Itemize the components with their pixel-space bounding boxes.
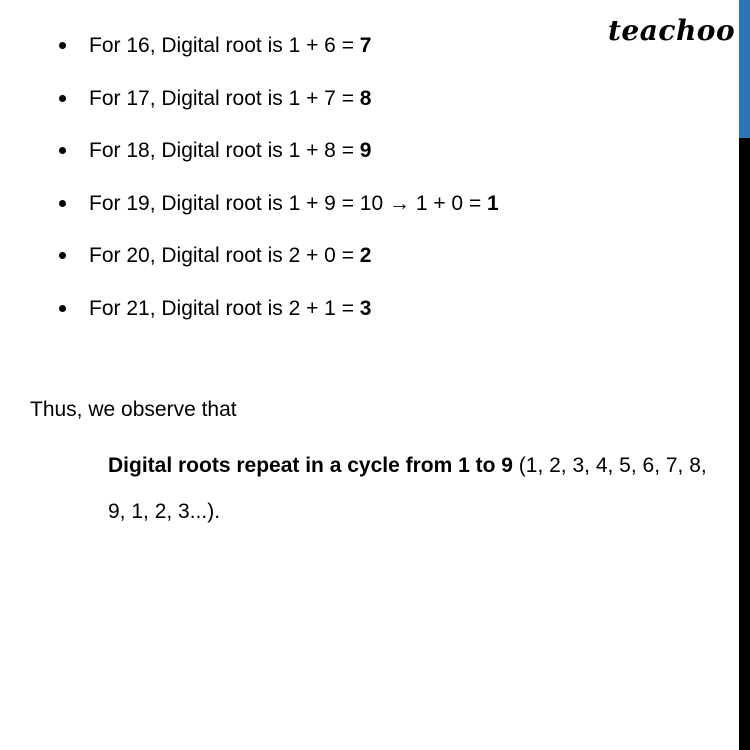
bullet-result: 2 [359, 244, 372, 267]
bullet-result: 1 [487, 191, 499, 215]
bullet-icon [59, 200, 66, 207]
teachoo-logo: teachoo [608, 14, 736, 47]
bullet-text: For 18, Digital root is 1 + 8 = [89, 139, 360, 162]
list-item [0, 188, 730, 241]
bullet-result: 3 [359, 296, 372, 320]
digital-root-list [0, 30, 730, 345]
list-item [0, 135, 730, 188]
list-item [0, 83, 730, 136]
bullet-icon [59, 147, 66, 154]
list-item [0, 30, 730, 83]
list-item [0, 240, 730, 293]
bullet-result: 9 [359, 139, 372, 162]
bullet-text: For 16, Digital root is 1 + 6 = [89, 34, 360, 57]
bullet-icon [59, 95, 66, 102]
bullet-result: 8 [359, 86, 372, 110]
bullet-text: For 19, Digital root is 1 + 9 = 10 → 1 + 0 = [89, 191, 488, 215]
bullet-result: 7 [359, 34, 372, 57]
bullet-icon [59, 42, 66, 49]
bullet-text: For 20, Digital root is 2 + 0 = [89, 244, 360, 267]
bullet-icon [59, 305, 66, 312]
bullet-icon [59, 252, 66, 259]
conclusion-paragraph [108, 443, 728, 535]
list-item [0, 293, 730, 346]
observation-text: Thus, we observe that [30, 398, 237, 421]
conclusion-rest: (1, 2, 3, 4, 5, 6, 7, 8, 9, 1, 2, 3...). [108, 454, 707, 523]
bullet-text: For 17, Digital root is 1 + 7 = [89, 86, 360, 110]
bullet-text: For 21, Digital root is 2 + 1 = [89, 296, 360, 320]
side-accent-bar-black [739, 138, 750, 750]
conclusion-bold: Digital roots repeat in a cycle from 1 to 9 [108, 454, 513, 477]
side-accent-bar [739, 0, 750, 750]
side-accent-bar-blue [739, 0, 750, 138]
